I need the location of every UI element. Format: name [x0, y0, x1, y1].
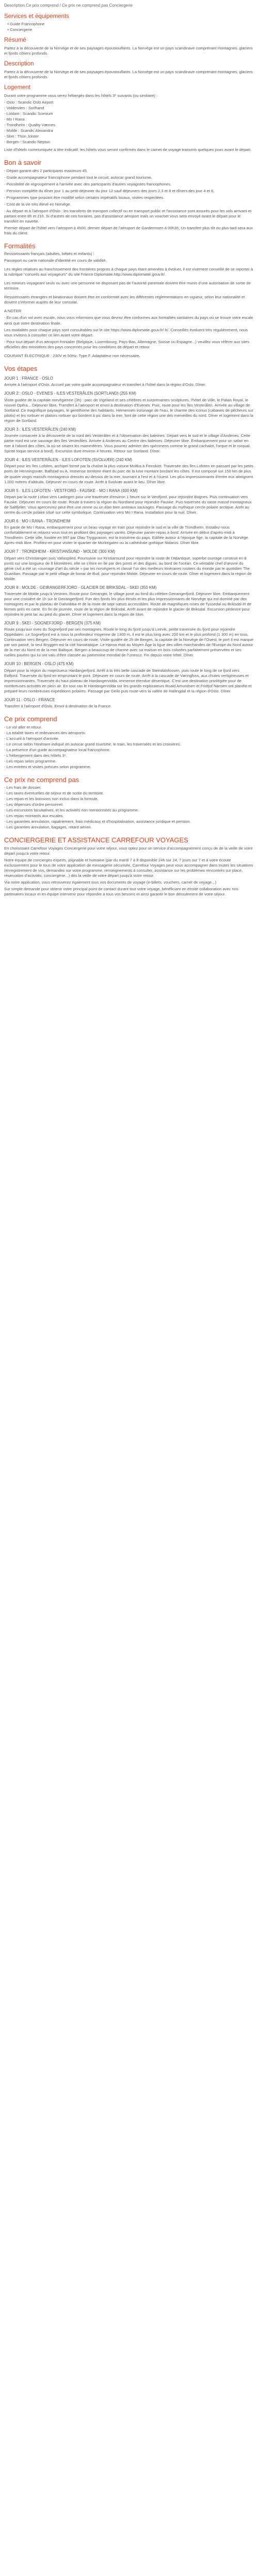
formalites-paragraph: - En cas d'un vol avec escale, nous vous informons que vous devrez être conformes aux formalités sanitaires du pays où se trouve votre escale ainsi que votre destination finale.	[4, 315, 253, 326]
hotel-item: - Mo I Rana :	[4, 116, 27, 122]
day-title: JOUR 1 : FRANCE - OSLO	[4, 376, 53, 381]
ne-comprend-item: - Les dépenses d'ordre personnel.	[4, 802, 64, 807]
conciergerie-title: CONCIERGERIE ET ASSISTANCE CARREFOUR VOYAGES	[4, 836, 188, 844]
day-text: Départ par la route Lofast vers Lødingen pour une traversée d'environ 1 heure sur le Vestfjord, pour rejoindre Bognes. Puis continuation vers Fauske. Déjeuner en cours de route. Route à travers la région du Nordland pour rejoindre Fauske. Puis traversée du vaste massif montagneux de Saltfjellet. Vous apercevrez peut-être une renne ou un élan bien animaux sauvages. Passage du mythique cercle polaire arctique. Arrêt au centre du cercle polaire situé sur cette symbolique. Continuation vers Mo I Rana. Installation pour la nuit. Dîner.	[4, 494, 252, 515]
day-text: Départ pour les îles Lofoten, archipel formé par la chaîne la plus voisine Moltka à Finnskiet. Traversée des îles Lofoten en passant par les petits ports de Henningsvær, Ballstad ou A. Immense territoire étant du parc de la lune montant bordant les côtes. Il est composé sur 150 km de plus de quatre vingts massifs montagneux dressés au-dessus de la mer, tournant à l'est et à l'ouest. Les plus impressionnants d'entre eux atteignent 1.000 mètres d'altitude. Déjeuner en cours de route. Arrêt à Svolvær avant le lieu. Dîner libre.	[4, 464, 253, 484]
day-text: Route jusqu'aux rives du Sognefjord par ses montagnes. Route le long du fjord jusqu'à Leirvik, petite traversée du fjord pour rejoindre Oppedalen. Le Sognefjord est à nous la profondeur moyenne de 1300 m, il est le plus long avec 200 km et le plus profond (1 300 m) en tous. Continuation vers Bergen. Déjeuner en cours de route. Visite guidée de 2h de Bergen, la capitale de la Norvège de l'Ouest, le port Il est marqué par son passé, la seul Bryggen est la cité hanséatique. Le Hansa était au Moyen Âge la ligue des villes marchandes de l'Europe du Nord autour de la mer du Nord et de la mer Baltique. Bergen a beaucoup de charme avec sa maison en bois colorées parfaitement préservées et ses ruelles pavées qui lui ont valu d'être classée au patrimoine mondial de l'Unesco. Fin depuis votre hôtel. Dîner.	[4, 627, 253, 658]
formalites-title: Formalités	[4, 242, 36, 250]
bon-savoir-item: - Pension complète du dîner jour 1 au petit-déjeuner du jour 12 sauf déjeuners des jours 2,3 et 8 et dîners des jour 4 et 6.	[4, 188, 215, 193]
etapes-list	[4, 376, 254, 709]
bon-savoir-title: Bon à savoir	[4, 158, 42, 166]
comprend-list	[4, 725, 254, 770]
day-title: JOUR 4 : ILES VESTERÅLEN - ILES LOFOTEN (SVOLVÆR) (240 KM)	[4, 457, 133, 463]
formalites-paragraph: Les règles relatives au franchissement des frontières propres à chaque pays étant amenées à évoluer, il est vivement conseillé de se reporter à la rubrique "conseils aux voyageurs" du site France Diplomatie.http://www.diplomatie.gouv.fr/.	[4, 267, 253, 277]
comprend-title: Ce prix comprend	[4, 715, 57, 723]
day-title: JOUR 8 : MOLDE - GEIRANGERFJORD - GLACIER DE BRIKSDAL - SKEI (350 KM)	[4, 585, 157, 590]
comprend-item: - La présence d'un guide accompagnateur local francophone.	[4, 747, 111, 752]
ne-comprend-title: Ce prix ne comprend pas	[4, 775, 79, 784]
bon-savoir-item: - Programmes type pouvant être modifié selon certains impératifs locaux, visites respectées.	[4, 195, 165, 200]
bon-savoir-item: - Coût de la vie très élevé en Norvège.	[4, 201, 71, 207]
hotel-item: - Voldenden : Sorlhand	[4, 105, 44, 110]
ne-comprend-item: - Les repas et les boissons non inclus dans la formule.	[4, 796, 99, 802]
conciergerie-paragraph: En choisissant Carrefour Voyages Conciergerie pour votre séjour, vous optez pour un service d'accompagnement conçu de de la veille de votre départ jusqu'à votre retour.	[4, 846, 253, 856]
description-text: Partez à la découverte de la Norvège et de ses paysages époustouflants. La Norvège est un pays scandinave comprenant montagnes, glaciers et fjords côtiers profonds.	[4, 70, 253, 80]
bon-savoir-item: - Départ garanti dès 2 participants maximum 45.	[4, 168, 88, 173]
comprend-item: - Les entrées et visites prévues selon programme.	[4, 764, 91, 769]
page	[0, 0, 258, 906]
etapes-title: Vos étapes	[4, 364, 38, 372]
day-title: JOUR 6 : MO I RANA - TRONDHEIM	[4, 518, 71, 523]
day-text: Départ vers Christiangen puis Vallaspiled. Poursuivie sur Kristiansund pour rejoindre la route de l'Atlantique, superbe ouvrage construit en 8 ponts sur une longueur de 8 kilomètres, elle se s'étire en île par des ponts et des digues, au bord de l'océan. Ce véritable chef d'œuvre du génie civil a été un «ouvrage d'art du siècle » par les norvégiens et classé l'un des meilleurs itinéraires routiers du monde par le quotidien The Guardian. Passage par le petit village de bonar de Bud, pour rejoindre Molde. Déjeuner en cours de route. Dîner et logement dans la région de Molde.	[4, 555, 252, 581]
hotel-item: - Molde : Scandic Alexandra	[4, 128, 53, 133]
services-item: • Guide Francophone	[4, 22, 45, 27]
ne-comprend-item: - Les garanties annulation, rapatriement, frais médicaux et d'hospitalisation, assistance juridique et pension.	[4, 819, 191, 824]
hotel-item: - Trondheim : Quality Værnes	[4, 122, 56, 127]
formalites-paragraph: Ressortissants étrangers et binationaux doivent être en conformité avec les différentes réglementations en vigueur, selon leur nationalité et doivent s'informer auprès de leur consulat.	[4, 295, 245, 305]
formalites-paragraph: - Pour tout départ d'un aéroport frontalier (Belgique, Luxembourg, Pays-Bas, Allemagne, Suisse ou Espagne...) veuillez vous référer aux sites officielles des ministères des pays concernés pour les conditions de départ et retour.	[4, 339, 250, 349]
formalites-paragraph: Les modalités pour chaque pays sont consultables sur le site https://www.diplomatie.gouv.fr/ fr/. Conseillés évoluent très régulièrement, nous vous invitons à consulter ce lien avant votre départ.	[4, 327, 248, 337]
ne-comprend-item: - Les taxes éventuelles de séjour et de sortie du territoire.	[4, 791, 104, 796]
bon-savoir-list	[4, 168, 254, 236]
day-text: Transfert à l'aéroport d'Oslo. Envol à destination de la France.	[4, 703, 112, 708]
ne-comprend-item: - Les garanties annulation, bagages, retard aérien.	[4, 825, 92, 830]
ne-comprend-item: - Les excursions facultatives, et les activités non mentionnées au programme.	[4, 808, 139, 813]
description-title: Description	[4, 61, 34, 67]
logement-note: Liste d'hôtels communiquée à titre indicatif, les hôtels vous seront confirmés dans le carnet de voyage transmis quelques jours avant le départ.	[4, 147, 252, 152]
formalites-paragraph: A NOTER	[4, 309, 22, 314]
day-text: Départ pour la région du majestueux Hardangerfjord. Arrêt à la très belle cascade de Steindalsfossen, puis route le long de ce fjord vers Eidfjord. Traversée du fjord en empruntant le pont. Déjeuner en cours de route. Arrêt à la cascade de Vøringfoss, aux chutes vertigineuses et impressionnantes. Traversée du haut plateau de Hardangervidda, immense étendue désertique. C'est une destination privilégiée pour de nombreuses activités en plein air. En tout cas le Hardangervidda sur les grands explorateurs Roald Amundsen et Fridtjof Nansen ont planifié et préparé leurs nombreuses expéditions polaires. Passage par Geilo puis route vers la vallée de Hallingdal et la région d'Oslo. Dîner.	[4, 668, 252, 693]
comprend-item: - L'hébergement dans des hôtels 3*.	[4, 753, 67, 758]
bon-savoir-item: Premier départ de l'hôtel vers l'aéroport à 4h00, dernier départ de l'aéroport de Gardermoen à 00h35. Un transfert plus tôt ou plus tard sera aux frais du client.	[4, 225, 253, 235]
formalites-paragraph: Les mineurs voyageant seuls ou avec une personne ne disposant pas de l'autorité parentale doivent être munis d'une autorisation de sortie de territoire.	[4, 281, 251, 291]
day-title: JOUR 10 : BERGEN - OSLO (475 KM)	[4, 662, 74, 667]
hotel-list	[4, 100, 254, 145]
day-title: JOUR 11 : OSLO - FRANCE	[4, 697, 55, 702]
bon-savoir-item: - Possibilité de regroupement à l'arrivée avec des participants d'autres voyagistes francophones.	[4, 181, 172, 187]
comprend-item: - La totalité taxes et redevances des aéroports.	[4, 730, 86, 735]
conciergerie-paragraph: Sur simple demande pour obtenir votre principal point de contact durant tout votre voyage, bénéficiant en étroite collaboration avec nos partenaires locaux et en équipe intervenir pour répondre à tous vos besoins et ainsi garantir le bon déroulement de votre séjour.	[4, 887, 238, 897]
breadcrumb[interactable]: Description Ce prix comprend / Ce prix ne comprend pas Conciergerie	[4, 3, 133, 8]
formalites-paragraph: Ressortissants français (adultes, bébés et enfants) :	[4, 251, 94, 257]
services-item: • Conciergerie	[4, 27, 33, 32]
ne-comprend-item: - Les repas montants aux escales.	[4, 814, 64, 819]
day-title: JOUR 5 : ILES LOFOTEN - VESTFORD - FAUSKE - MO I RANA (400 KM)	[4, 488, 138, 493]
services-title: Services et équipements	[4, 13, 69, 20]
hotel-item: - Skei : Thon Jolster	[4, 133, 39, 139]
formalites-paragraph: COURANT ÉLECTRIQUE : 230V et 50Hz. Type F. Adaptateur non nécessaire.	[4, 353, 140, 358]
bon-savoir-item: - Guide accompagnateur francophone pendant tout le circuit, autocar grand tourisme.	[4, 175, 152, 180]
day-text: Journée consacrée à la découverte de la nord des Vesterålen et à l'observation des baleines. Départ vers le sud et le village d'Andenes. Cette partie nord est une sauvage des îles Vesterålen. Arrivée à Andenes au Centre des baleines. Déjeuner libre. Embarquement pour un safari en mer à l'abord des côtes, là où se situent les mammifères. Vous pourrez admirer des spécimens comme le grand cachalot, l'orque et le rorqual. Spirite toque service à bord). Excursion dure environ 4 heures. Retour sur Sortland. Dîner.	[4, 433, 251, 454]
day-text: En garde de Mo I Rana, embarquement pour un beau voyage en train pour rejoindre le sud et la ville de Trondheim. Installez-vous confortablement et relaxez-vous tout en profitant des paysages variés. Déjeuner panier-repas à bord. Arrivée en début d'après-midi à Trondheim. Cette ville, fondée en 997 par Olav Tryggvason, est la troisième du pays. Edifiée autour à l'époque fige, la capitale de la Norvège. Après-midi libre. Profitez-en pour visiter le quartier de Murkegaten ou la cathédrale gothique Nidaros. Dîner libre.	[4, 525, 249, 546]
logement-title: Logement	[4, 84, 31, 91]
day-title: JOUR 3 : ILES VESTERÅLEN (240 KM)	[4, 427, 76, 432]
ne-comprend-item: - Les frais de dossier.	[4, 785, 42, 790]
day-text: Arrivée à l'aéroport d'Oslo. Accueil par votre guide accompagnateur et transfert à l'hôtel dans la région d'Oslo. Dîner.	[4, 382, 206, 387]
day-title: JOUR 2 : OSLO - EVENES - ILES VESTERÅLEN (SORTLAND) (255 KM)	[4, 391, 136, 396]
conciergerie-paragraph: Notre équipe de concierges experts, joignable et humaine (par du mardi 7 à 8 disponible 24h sur 24, 7 jours sur 7 et à votre écoute exclusivement pour le tous de votre application de messagerie sécurisée, Carrefour Voyages peut vous accompagner dans toutes les situations (enregistrement de vos, demandes sur votre programme, renseignements à consulter, assistance sur les problèmes rencontrés sur place, réservation d'activités, conciergerie...) dès la veille de votre départ jusqu'à votre retour.	[4, 858, 253, 878]
resume-title: Résumé	[4, 37, 26, 44]
comprend-item: - Le circuit selon l'itinéraire indiqué en autocar grand tourisme, le train, les traversées et les croisières.	[4, 741, 181, 747]
hotel-item: - Loldam : Scandic Scenium	[4, 111, 53, 116]
ne-comprend-list	[4, 785, 254, 830]
resume-text: Partez à la découverte de la Norvège et de ses paysages époustouflants. La Norvège est un pays scandinave comprenant montagnes, glaciers et fjords côtiers profonds.	[4, 46, 253, 56]
comprend-item: - Les repas selon programme.	[4, 758, 57, 764]
services-list	[4, 22, 254, 32]
comprend-item: - L'accueil à l'aéroport d'arrivée.	[4, 736, 59, 741]
conciergerie-list	[4, 846, 254, 897]
comprend-item: - Le vol aller et retour.	[4, 724, 42, 730]
hotel-item: - Bergen : Scandic Neptun	[4, 139, 51, 144]
formalites-paragraph: Passeport ou carte nationale d'identité en cours de validité.	[4, 258, 107, 263]
logement-intro: Durant votre programme vous serez hébergés dans les hôtels 3* suivants (ou similaire) :	[4, 93, 158, 98]
day-text: Visite guidée de la capitale norvégienne (3h) : parc de Vigeland et ses célèbres et surprenantes sculptures, l'hôtel de Ville, le Palais Royal, le nouvel Opéra... Déjeuner libre. Transfert à l'aéroport et envol à destination d'Evenes. Puis, route pour les îles Vesterålen. Arrivée au village de Sortland. Ce magnifique paysages, le gentilhome des habitants. Hérnennen voisinage de l'eau, le charme des iconus (cabanes de pêcheurs sur pilotis) et les rorbuer et plaisirs rorbuer qui bordent à pic dans la mer, font de cette région une des merveilles du nord. Dîner et logement dans la région de Sortland.	[4, 397, 254, 423]
bon-savoir-item: - Au départ et à l'aéroport d'Oslo : les transferts de transport collectif ou en transport public et l'assistance sont assurés pour les vols arrivant et partant entre 8h et 21h. Si d'autres de ces horaires, pas d'assistance aéroport mais un voucher vous sera envoyé avant le départ pour le transfert en navette.	[4, 208, 252, 224]
conciergerie-paragraph: Via notre application, vous retrouverez également tous vos documents de voyage (e-billets, vouchers, carnet de voyage...)	[4, 880, 216, 885]
day-title: JOUR 7 : TRONDHEIM - KRISTIANSUND - MOLDE (300 KM)	[4, 549, 116, 554]
day-title: JOUR 9 : SKEI - SOGNEFJORD - BERGEN (375 KM)	[4, 620, 101, 625]
hotel-item: - Oslo : Scandic Oslo Airport	[4, 99, 54, 105]
formalites-list	[4, 251, 254, 358]
day-text: Traversée de Molde jusqu'à Vestnes. Route pour Geiranger, le village posé au fond du célèbre Geirangerfjord. Déjeuner libre. Embarquement pour une croisière de 1h sur le Geirangerfjord. Fun des fjords les plus étroits et les plus impressionnants de Norvège qui est dominé par des montagnes et par le plateau de Dalsnibba et de la route de sept sœurs accessibles. Route de magnifiques roses de Tyssedal ou Briksdal et de fermes prés en carte. En fin de journée, route de la région de Briksdal. Arrêt avant de rejoindre le glacier de Briksdal. Excursion pédestre pour rejoindre le petit lac au pied du glacier. Dîner et logement dans la région de Skei.	[4, 591, 251, 617]
